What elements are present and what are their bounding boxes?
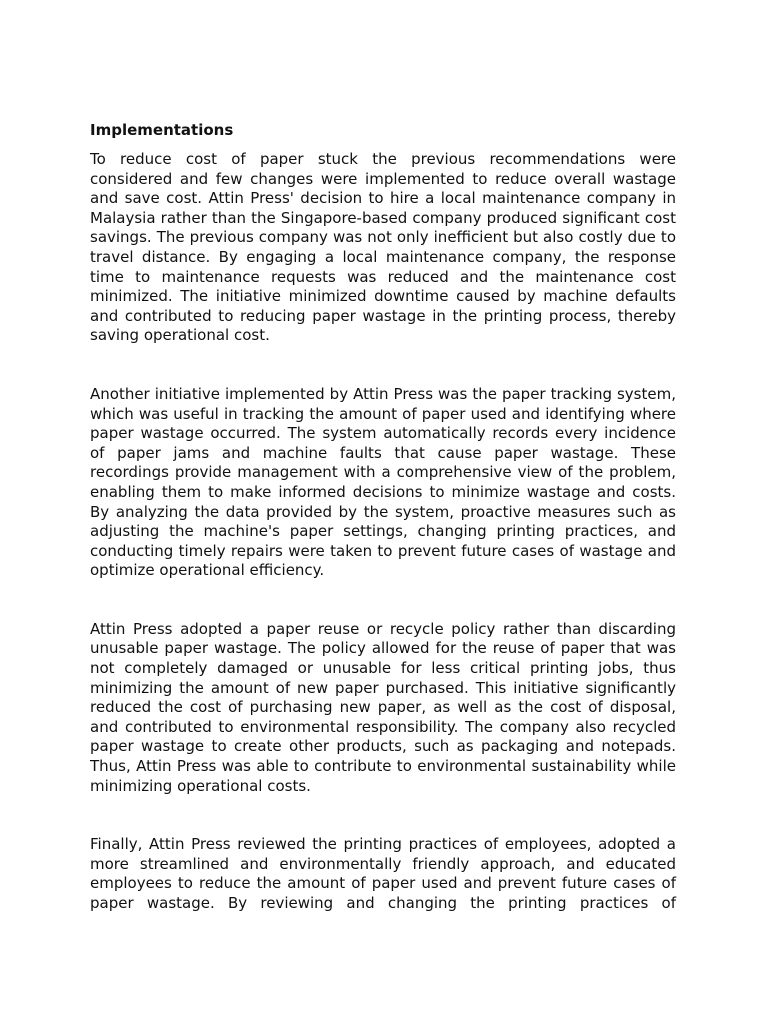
paragraph-printing-practices: Finally, Attin Press reviewed the printing practices of employees, adopted a more streamlined and environmentally friendly approach, and educated employees to reduce the amount of paper used and prevent future cases of paper wastage. By reviewing and changing the printing practices of — [90, 835, 676, 912]
paragraph-maintenance: To reduce cost of paper stuck the previous recommendations were considered and few changes were implemented to reduce overall wastage and save cost. Attin Press' decision to hire a local maintenance company in Malaysia rather than the Singapore-based company produced significant cost savings. The previous company was not only inefficient but also costly due to travel distance. By engaging a local maintenance company, the response time to maintenance requests was reduced and the maintenance cost minimized. The initiative minimized downtime caused by machine defaults and contributed to reducing paper wastage in the printing process, thereby saving operational cost. — [90, 150, 676, 345]
document-page — [90, 120, 676, 914]
section-heading: Implementations — [90, 121, 234, 139]
paragraph-tracking-system: Another initiative implemented by Attin Press was the paper tracking system, which was useful in tracking the amount of paper used and identifying where paper wastage occurred. The system automatically records every incidence of paper jams and machine faults that cause paper wastage. These recordings provide management with a comprehensive view of the problem, enabling them to make informed decisions to minimize wastage and costs. By analyzing the data provided by the system, proactive measures such as adjusting the machine's paper settings, changing printing practices, and conducting timely repairs were taken to prevent future cases of wastage and optimize operational efficiency. — [90, 384, 676, 580]
paragraph-reuse-policy: Attin Press adopted a paper reuse or recycle policy rather than discarding unusable paper wastage. The policy allowed for the reuse of paper that was not completely damaged or unusable for less critical printing jobs, thus minimizing the amount of new paper purchased. This initiative significantly reduced the cost of purchasing new paper, as well as the cost of disposal, and contributed to environmental responsibility. The company also recycled paper wastage to create other products, such as packaging and notepads. Thus, Attin Press was able to contribute to environmental sustainability while minimizing operational costs. — [90, 619, 676, 795]
